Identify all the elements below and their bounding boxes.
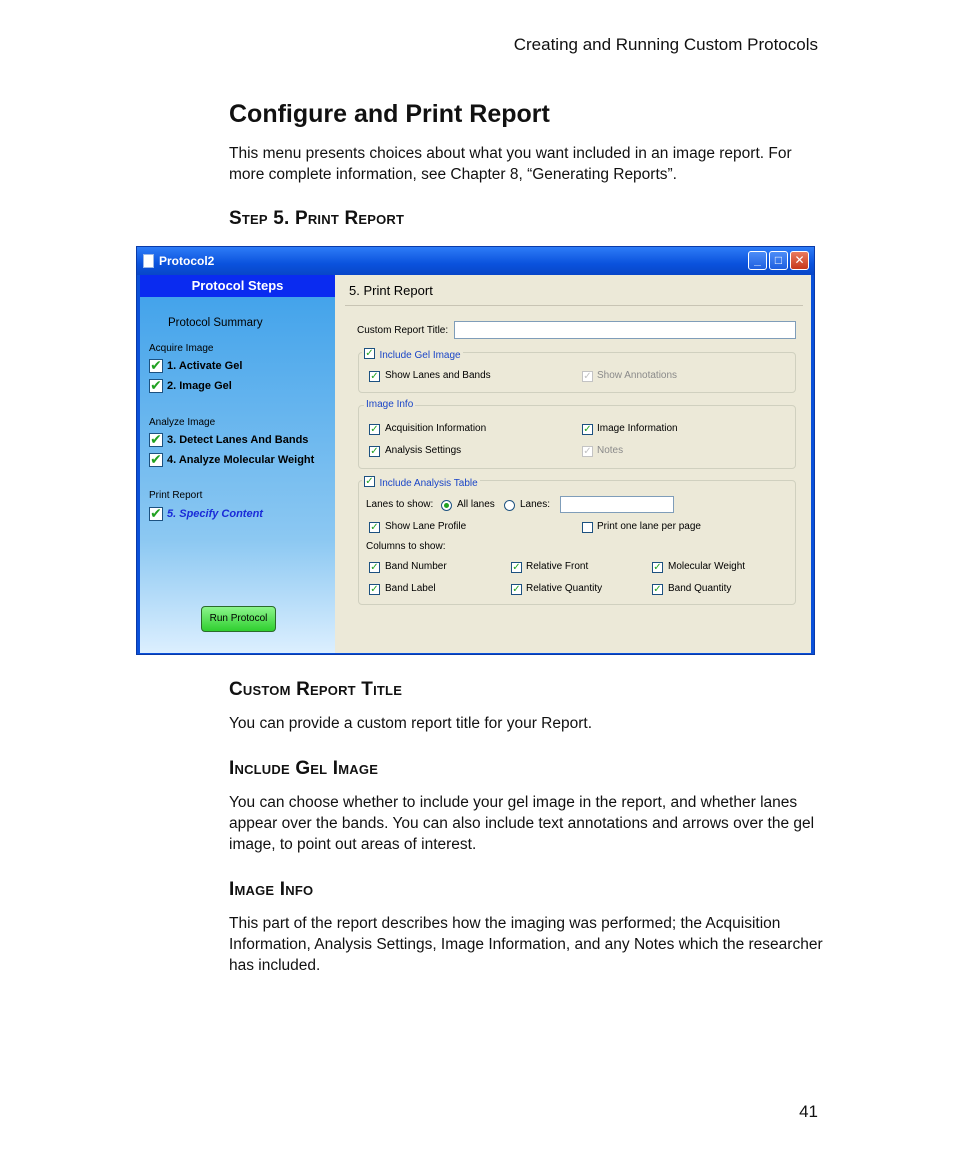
custom-title-label: Custom Report Title: — [357, 325, 449, 336]
relative-quantity-label: Relative Quantity — [526, 583, 603, 594]
print-report-label: Print Report — [149, 490, 203, 501]
analysis-settings-checkbox[interactable]: ✓ — [370, 446, 379, 457]
band-quantity-label: Band Quantity — [668, 583, 732, 594]
section-body-custom-title: You can provide a custom report title for your Report. — [229, 715, 593, 732]
step-heading: Step 5. Print Report — [229, 208, 405, 229]
image-info-group — [358, 405, 796, 469]
lanes-input[interactable] — [560, 496, 674, 513]
acq-info-checkbox[interactable]: ✓ — [370, 424, 379, 435]
relative-front-checkbox[interactable]: ✓ — [512, 562, 521, 573]
minimize-button[interactable]: _ — [748, 251, 767, 270]
image-information-checkbox[interactable]: ✓ — [583, 424, 592, 435]
band-number-checkbox[interactable]: ✓ — [370, 562, 379, 573]
section-body-include-gel: You can choose whether to include your gel image in the report, and whether lanes appear over the bands. You can also include text annotations and arrows over the gel image, to point out areas of interest. — [229, 794, 815, 853]
molecular-weight-label: Molecular Weight — [668, 561, 746, 572]
running-header: Creating and Running Custom Protocols — [513, 35, 818, 54]
section-heading-custom-title: Custom Report Title — [229, 679, 403, 700]
all-lanes-radio[interactable] — [441, 500, 452, 511]
analysis-settings-label: Analysis Settings — [385, 445, 462, 456]
acquire-image-label: Acquire Image — [149, 343, 214, 354]
relative-front-label: Relative Front — [526, 561, 589, 572]
show-annotations-label: Show Annotations — [597, 370, 678, 381]
lanes-to-show-label: Lanes to show: — [366, 499, 434, 510]
include-table-checkbox[interactable]: ✓ — [365, 476, 374, 488]
analyze-image-label: Analyze Image — [149, 417, 216, 428]
notes-checkbox[interactable]: ✓ — [583, 446, 592, 457]
step4-check-icon: ✔ — [150, 451, 162, 467]
band-quantity-checkbox[interactable]: ✓ — [653, 584, 662, 595]
step2-check-icon: ✔ — [150, 377, 162, 393]
window-content — [140, 275, 811, 653]
window-titlebar[interactable] — [137, 247, 814, 275]
protocol-steps-pane — [140, 275, 335, 653]
print-one-lane-checkbox[interactable] — [582, 522, 593, 533]
protocol-steps-header: Protocol Steps — [140, 275, 335, 297]
include-gel-legend[interactable] — [362, 345, 463, 363]
molecular-weight-checkbox[interactable]: ✓ — [653, 562, 662, 573]
page-number: 41 — [799, 1102, 818, 1121]
image-info-legend: Image Info — [366, 399, 414, 410]
lanes-label: Lanes: — [520, 499, 551, 510]
custom-title-input[interactable] — [454, 321, 796, 339]
intro-paragraph: This menu presents choices about what you want included in an image report. For more complete information, see Chapter 8, “Generating Reports”. — [229, 145, 792, 183]
section-heading-image-info: Image Info — [229, 879, 314, 900]
include-table-label: Include Analysis Table — [379, 478, 478, 489]
relative-quantity-checkbox[interactable]: ✓ — [512, 584, 521, 595]
band-label-checkbox[interactable]: ✓ — [370, 584, 379, 595]
band-label-label: Band Label — [385, 583, 436, 594]
title-divider — [345, 305, 803, 306]
step-detect-lanes[interactable]: 3. Detect Lanes And Bands — [167, 434, 309, 446]
step5-check-icon: ✔ — [150, 505, 162, 521]
print-report-pane — [335, 275, 811, 653]
step-image-gel[interactable]: 2. Image Gel — [167, 380, 232, 392]
section-heading-include-gel: Include Gel Image — [229, 758, 379, 779]
include-gel-checkbox[interactable]: ✓ — [365, 348, 374, 360]
image-information-label: Image Information — [597, 423, 678, 434]
step-activate-gel[interactable]: 1. Activate Gel — [167, 360, 243, 372]
pane-title: 5. Print Report — [349, 283, 433, 298]
print-one-lane-label: Print one lane per page — [597, 521, 701, 532]
step-specify-content[interactable]: 5. Specify Content — [167, 508, 263, 520]
include-gel-label: Include Gel Image — [379, 350, 461, 361]
band-number-label: Band Number — [385, 561, 447, 572]
columns-to-show-label: Columns to show: — [366, 541, 446, 552]
step-analyze-mw[interactable]: 4. Analyze Molecular Weight — [167, 454, 315, 466]
step1-check-icon: ✔ — [150, 357, 162, 373]
section-body-image-info: This part of the report describes how the imaging was performed; the Acquisition Information, Analysis Settings, Image Information, and any Notes which the researcher has included. — [229, 915, 823, 974]
document-icon — [143, 254, 154, 268]
protocol-window — [136, 246, 815, 655]
page-title: Configure and Print Report — [229, 100, 550, 128]
run-protocol-button[interactable]: Run Protocol — [201, 606, 276, 632]
protocol-summary-link[interactable]: Protocol Summary — [168, 317, 263, 329]
maximize-button[interactable]: □ — [769, 251, 788, 270]
show-lanes-bands-checkbox[interactable]: ✓ — [370, 371, 379, 382]
show-lane-profile-label: Show Lane Profile — [385, 521, 467, 532]
all-lanes-label: All lanes — [457, 499, 495, 510]
notes-label: Notes — [597, 445, 624, 456]
show-lane-profile-checkbox[interactable]: ✓ — [370, 522, 379, 533]
include-table-legend[interactable] — [362, 473, 480, 491]
window-title: Protocol2 — [159, 254, 215, 268]
close-button[interactable]: ✕ — [790, 251, 809, 270]
acq-info-label: Acquisition Information — [385, 423, 487, 434]
step3-check-icon: ✔ — [150, 431, 162, 447]
lanes-radio[interactable] — [504, 500, 515, 511]
show-lanes-bands-label: Show Lanes and Bands — [385, 370, 491, 381]
show-annotations-checkbox[interactable]: ✓ — [583, 371, 592, 382]
